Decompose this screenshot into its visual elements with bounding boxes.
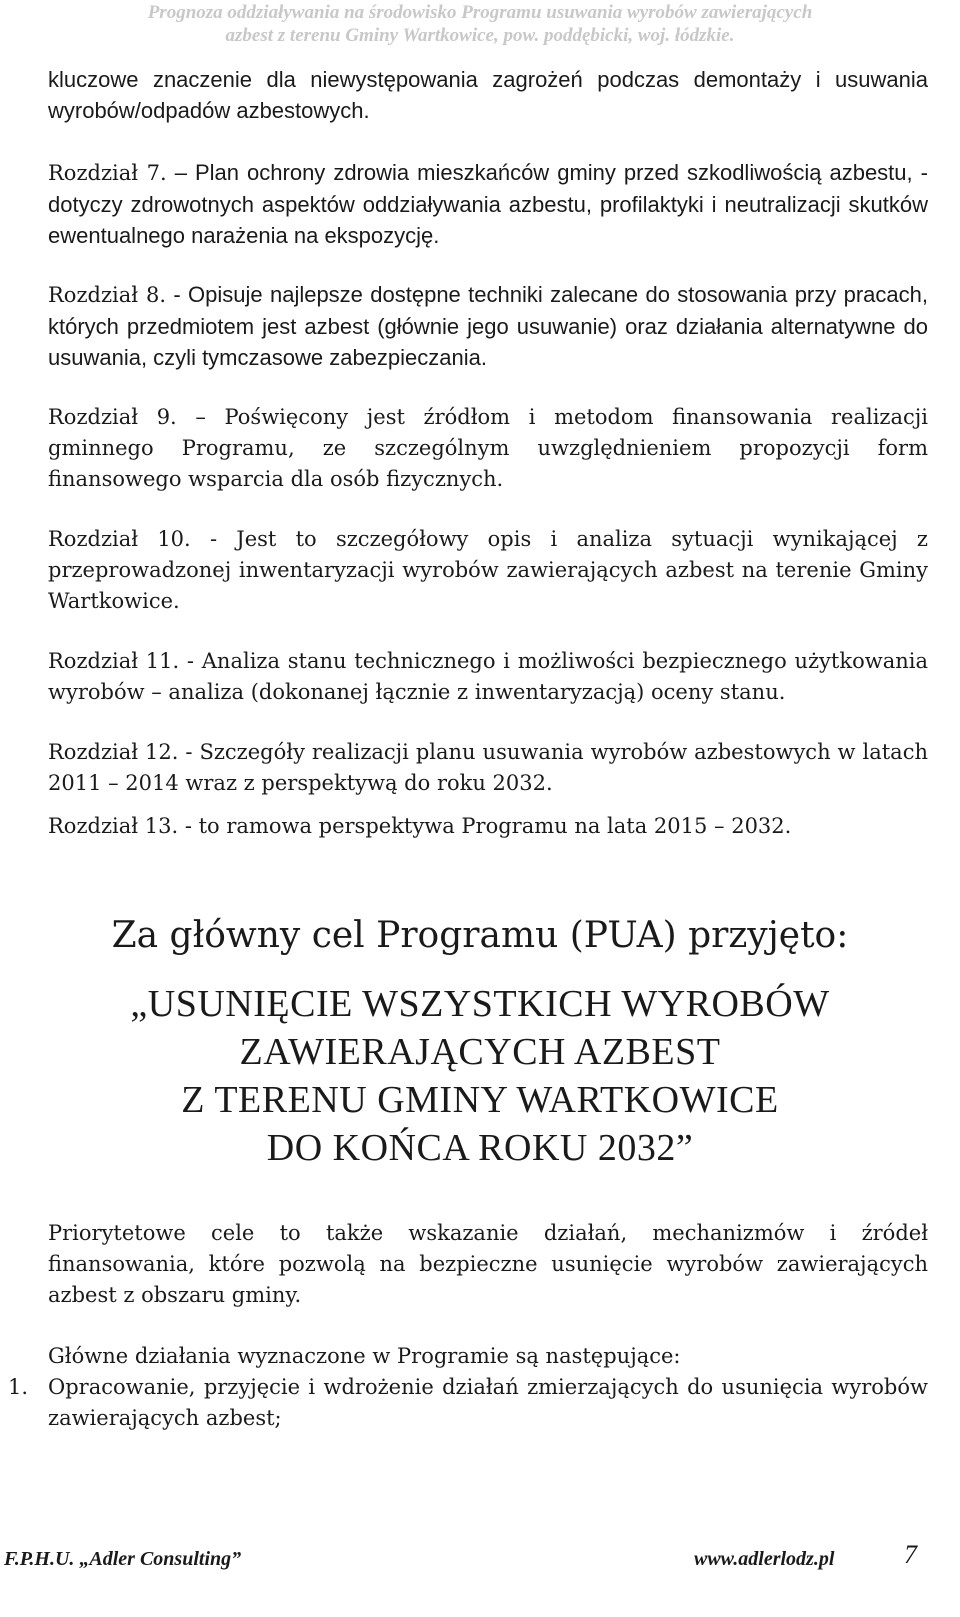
chapter-8-text: - Opisuje najlepsze dostępne techniki zalecane do stosowania przy pracach, których przedmiotem jest azbest (głównie jego usuwanie) oraz działania alternatywne do usuwania, czyli tymczasowe zabezpieczania. bbox=[48, 282, 928, 370]
paragraph-chapter-8 bbox=[48, 279, 928, 373]
list-item-text: Opracowanie, przyjęcie i wdrożenie działań zmierzających do usunięcia wyrobów zawierających azbest; bbox=[48, 1375, 928, 1430]
chapter-12-text: - Szczegóły realizacji planu usuwania wyrobów azbestowych w latach 2011 – 2014 wraz z perspektywą do roku 2032. bbox=[48, 740, 928, 795]
goal-line-4: DO KOŃCA ROKU 2032” bbox=[266, 1127, 694, 1169]
paragraph-chapter-9 bbox=[48, 402, 928, 495]
chapter-13-text: - to ramowa perspektywa Programu na lata 2015 – 2032. bbox=[178, 814, 792, 838]
paragraph-chapter-11 bbox=[48, 646, 928, 708]
page-footer bbox=[0, 1540, 960, 1580]
chapter-13-label: Rozdział 13. bbox=[48, 814, 179, 838]
chapter-8-label: Rozdział 8. bbox=[48, 283, 167, 307]
goal-line-2: ZAWIERAJĄCYCH AZBEST bbox=[239, 1031, 721, 1073]
footer-website-link[interactable]: www.adlerlodz.pl bbox=[694, 1548, 835, 1570]
paragraph-chapter-7 bbox=[48, 157, 928, 251]
paragraph-continuation: kluczowe znaczenie dla niewystępowania zagrożeń podczas demontaży i usuwania wyrobów/odpadów azbestowych. bbox=[48, 67, 928, 123]
footer-company: F.P.H.U. „Adler Consulting” bbox=[4, 1548, 242, 1570]
goal-line-1: „USUNIĘCIE WSZYSTKICH WYROBÓW bbox=[130, 983, 830, 1025]
body-text bbox=[48, 64, 928, 842]
chapter-7-label: Rozdział 7. bbox=[48, 161, 167, 185]
chapter-11-text: - Analiza stanu technicznego i możliwości bezpiecznego użytkowania wyrobów – analiza (dokonanej łącznie z inwentaryzacją) oceny stanu. bbox=[48, 649, 928, 704]
goal-line-3: Z TERENU GMINY WARTKOWICE bbox=[181, 1079, 779, 1121]
priorities-paragraph: Priorytetowe cele to także wskazanie działań, mechanizmów i źródeł finansowania, które pozwolą na bezpieczne usunięcie wyrobów zawierających azbest z obszaru gminy. bbox=[48, 1221, 928, 1307]
paragraph-chapter-13 bbox=[48, 811, 928, 842]
chapter-11-label: Rozdział 11. bbox=[48, 649, 180, 673]
page-number: 7 bbox=[904, 1540, 917, 1569]
chapter-10-label: Rozdział 10. bbox=[48, 527, 191, 551]
main-goal-heading: Za główny cel Programu (PUA) przyjęto: bbox=[111, 915, 849, 956]
paragraph-chapter-12 bbox=[48, 737, 928, 799]
actions-intro: Główne działania wyznaczone w Programie są następujące: bbox=[48, 1344, 681, 1368]
priorities-section bbox=[48, 1218, 928, 1372]
chapter-9-label: Rozdział 9. bbox=[48, 405, 177, 429]
chapter-9-text: – Poświęcony jest źródłom i metodom finansowania realizacji gminnego Programu, ze szczególnym uwzględnieniem propozycji form finansowego wsparcia dla osób fizycznych. bbox=[48, 405, 928, 491]
header-line-1: Prognoza oddziaływania na środowisko Programu usuwania wyrobów zawierających bbox=[147, 2, 813, 23]
header-line-2: azbest z terenu Gminy Wartkowice, pow. poddębicki, woj. łódzkie. bbox=[225, 25, 735, 46]
main-goal-statement bbox=[0, 980, 960, 1172]
chapter-10-text: - Jest to szczegółowy opis i analiza sytuacji wynikającej z przeprowadzonej inwentaryzacji wyrobów zawierających azbest na terenie Gminy Wartkowice. bbox=[48, 527, 928, 613]
paragraph-chapter-10 bbox=[48, 524, 928, 617]
list-item-number: 1. bbox=[8, 1375, 29, 1399]
chapter-7-text: – Plan ochrony zdrowia mieszkańców gminy przed szkodliwością azbestu, - dotyczy zdrowotnych aspektów oddziaływania azbestu, profilaktyki i neutralizacji skutków ewentualnego narażenia na ekspozycję. bbox=[48, 160, 928, 248]
chapter-12-label: Rozdział 12. bbox=[48, 740, 179, 764]
